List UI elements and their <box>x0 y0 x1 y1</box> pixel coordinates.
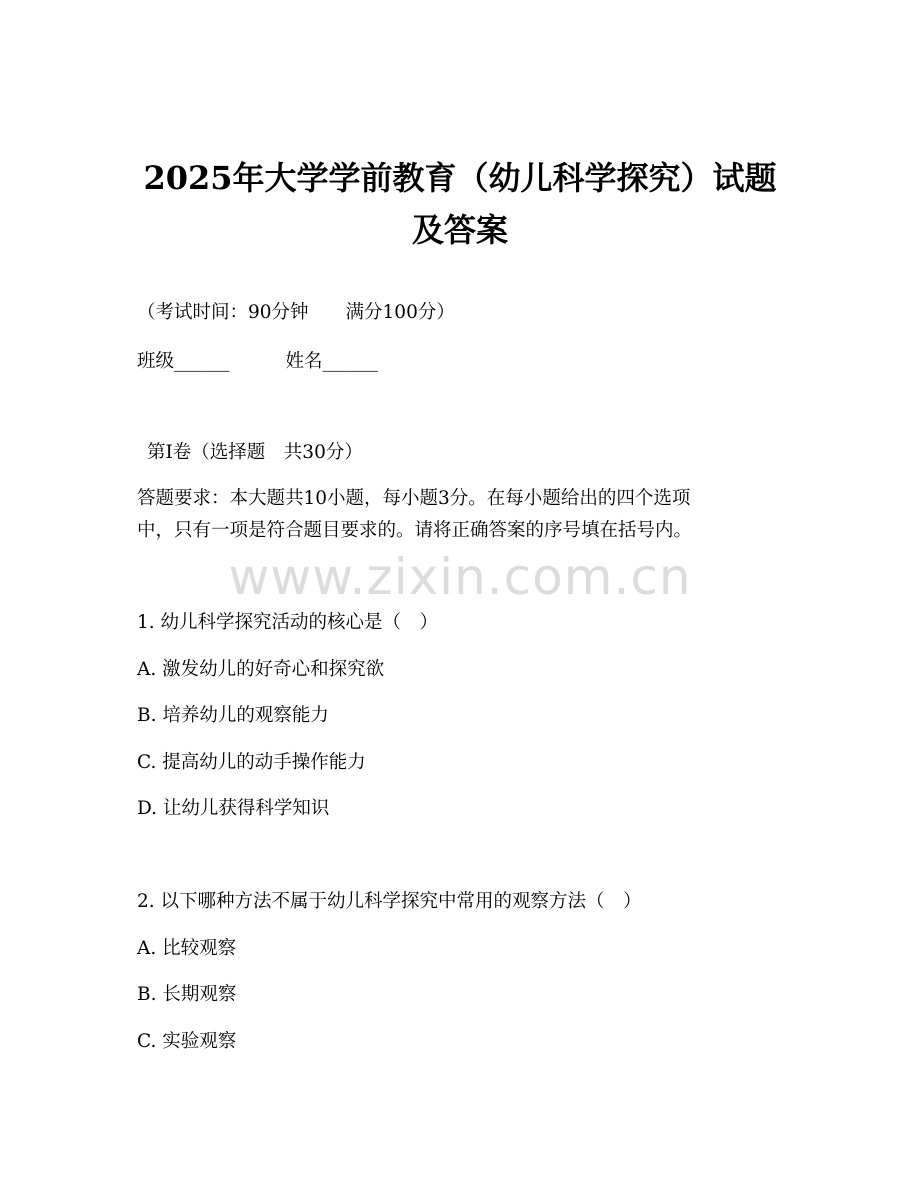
question-1-stem: 1. 幼儿科学探究活动的核心是（ ） <box>137 612 439 633</box>
page-title-line-2: 及答案 <box>411 211 508 249</box>
question-2-option-b: B. 长期观察 <box>137 984 237 1005</box>
instructions-line-1: 答题要求：本大题共10小题，每小题3分。在每小题给出的四个选项 <box>137 488 691 509</box>
watermark: www.zixin.com.cn <box>228 548 692 606</box>
class-field: 班级______ <box>137 351 230 372</box>
name-field: 姓名______ <box>285 351 379 372</box>
section-heading: 第Ⅰ卷（选择题 共30分） <box>147 442 363 463</box>
question-2-option-a: A. 比较观察 <box>137 938 237 959</box>
question-2-option-c: C. 实验观察 <box>137 1031 237 1052</box>
page-title-line-1: 2025年大学学前教育（幼儿科学探究）试题 <box>143 159 777 197</box>
exam-info: （考试时间：90分钟 满分100分） <box>137 302 455 323</box>
question-1-option-b: B. 培养幼儿的观察能力 <box>137 705 329 726</box>
student-info-row <box>137 349 378 375</box>
question-1-option-c: C. 提高幼儿的动手操作能力 <box>137 752 366 773</box>
question-1-option-d: D. 让幼儿获得科学知识 <box>137 798 330 819</box>
question-2-stem: 2. 以下哪种方法不属于幼儿科学探究中常用的观察方法（ ） <box>137 891 642 912</box>
question-1-option-a: A. 激发幼儿的好奇心和探究欲 <box>137 659 385 680</box>
instructions-line-2: 中，只有一项是符合题目要求的。请将正确答案的序号填在括号内。 <box>137 520 693 541</box>
